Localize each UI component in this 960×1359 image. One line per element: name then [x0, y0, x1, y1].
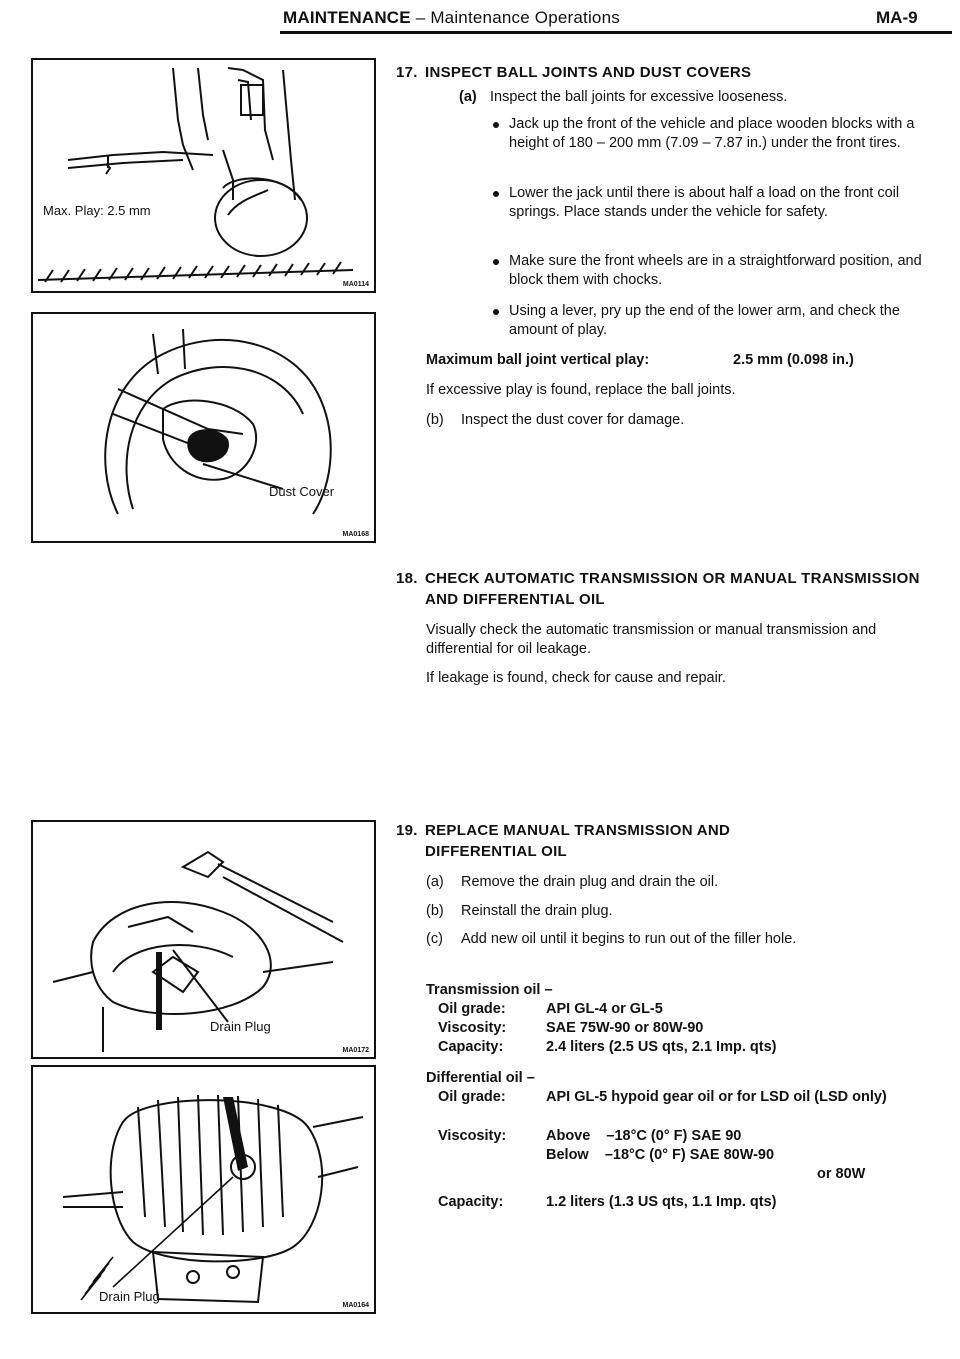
- step-b-text: Inspect the dust cover for damage.: [461, 412, 685, 428]
- replace-note: If excessive play is found, replace the ball joints.: [426, 382, 736, 398]
- spec-value: Below –18°C (0° F) SAE 80W-90: [546, 1147, 775, 1163]
- dust-cover-label: Dust Cover: [269, 484, 335, 499]
- section-heading: CHECK AUTOMATIC TRANSMISSION OR MANUAL TRANSMISSION AND DIFFERENTIAL OIL: [425, 570, 920, 608]
- drain-plug-label: Drain Plug: [210, 1019, 271, 1034]
- spec-value: 2.4 liters (2.5 US qts, 2.1 Imp. qts): [546, 1039, 777, 1055]
- max-play-spec-value: 2.5 mm (0.098 in.): [733, 352, 854, 368]
- bullet-dot: [493, 309, 499, 315]
- figure-code: MA0164: [342, 1302, 369, 1309]
- figure-transmission-drain-plug: [31, 820, 376, 1059]
- spec-label: Viscosity:: [438, 1020, 507, 1036]
- bullet-text: Jack up the front of the vehicle and place wooden blocks with a height of 180 – 200 mm (7.09 – 7.87 in.) under the front tires.: [509, 116, 915, 151]
- transmission-oil-heading: Transmission oil –: [426, 982, 553, 998]
- step-a-mark: (a): [459, 89, 477, 105]
- bullet-text: Lower the jack until there is about half a load on the front coil springs. Place stands under the vehicle for safety.: [509, 185, 900, 220]
- header-rule: [280, 31, 952, 34]
- section-18-paragraph: If leakage is found, check for cause and repair.: [426, 670, 726, 686]
- ball-joint-illustration: [33, 60, 374, 291]
- bullet-dot: [493, 259, 499, 265]
- figure-code: MA0168: [342, 531, 369, 538]
- spec-label: Oil grade:: [438, 1089, 506, 1105]
- spec-label: Capacity:: [438, 1039, 504, 1055]
- spec-label: Capacity:: [438, 1194, 504, 1210]
- spec-value: Above –18°C (0° F) SAE 90: [546, 1128, 742, 1144]
- drain-plug-label: Drain Plug: [99, 1289, 160, 1304]
- figure-dust-cover: [31, 312, 376, 543]
- transmission-illustration: [33, 822, 374, 1057]
- differential-oil-heading: Differential oil –: [426, 1070, 535, 1086]
- bullet-text: Using a lever, pry up the end of the lower arm, and check the amount of play.: [509, 303, 900, 338]
- spec-value: or 80W: [817, 1166, 866, 1182]
- spec-label: Oil grade:: [438, 1001, 506, 1017]
- section-number: 17.: [396, 64, 418, 81]
- spec-value: API GL-5 hypoid gear oil or for LSD oil (LSD only): [546, 1089, 887, 1105]
- max-play-spec-label: Maximum ball joint vertical play:: [426, 352, 650, 368]
- bullet-dot: [493, 191, 499, 197]
- step-b-mark: (b): [426, 903, 444, 919]
- page-code: MA-9: [876, 8, 918, 27]
- section-number: 18.: [396, 570, 418, 587]
- step-b-mark: (b): [426, 412, 444, 428]
- figure-ball-joint-play: [31, 58, 376, 293]
- figure-differential-drain-plug: [31, 1065, 376, 1314]
- step-a-mark: (a): [426, 874, 444, 890]
- header-section: MAINTENANCE: [283, 8, 411, 27]
- differential-illustration: [33, 1067, 374, 1312]
- header-subtitle: – Maintenance Operations: [410, 8, 620, 27]
- header-title: [283, 8, 620, 28]
- bullet-text: Make sure the front wheels are in a straightforward position, and block them with chocks.: [509, 253, 922, 288]
- figure-code: MA0172: [342, 1047, 369, 1054]
- spec-value: SAE 75W-90 or 80W-90: [546, 1020, 704, 1036]
- step-c-text: Add new oil until it begins to run out of the filler hole.: [461, 931, 797, 947]
- spec-value: 1.2 liters (1.3 US qts, 1.1 Imp. qts): [546, 1194, 777, 1210]
- step-b-text: Reinstall the drain plug.: [461, 903, 613, 919]
- spec-value: API GL-4 or GL-5: [546, 1001, 663, 1017]
- spec-label: Viscosity:: [438, 1128, 507, 1144]
- figure-code: MA0114: [342, 281, 369, 288]
- page-header: [0, 0, 960, 38]
- max-play-label: Max. Play: 2.5 mm: [43, 203, 151, 218]
- section-heading: REPLACE MANUAL TRANSMISSION AND DIFFERENTIAL OIL: [425, 822, 731, 860]
- section-18-paragraph: Visually check the automatic transmission or manual transmission and differential for oil leakage.: [426, 622, 877, 657]
- dust-cover-illustration: [33, 314, 374, 541]
- step-a-text: Inspect the ball joints for excessive looseness.: [490, 89, 788, 105]
- step-a-text: Remove the drain plug and drain the oil.: [461, 874, 719, 890]
- section-heading: INSPECT BALL JOINTS AND DUST COVERS: [425, 64, 752, 81]
- section-number: 19.: [396, 822, 418, 839]
- step-c-mark: (c): [426, 931, 443, 947]
- bullet-dot: [493, 122, 499, 128]
